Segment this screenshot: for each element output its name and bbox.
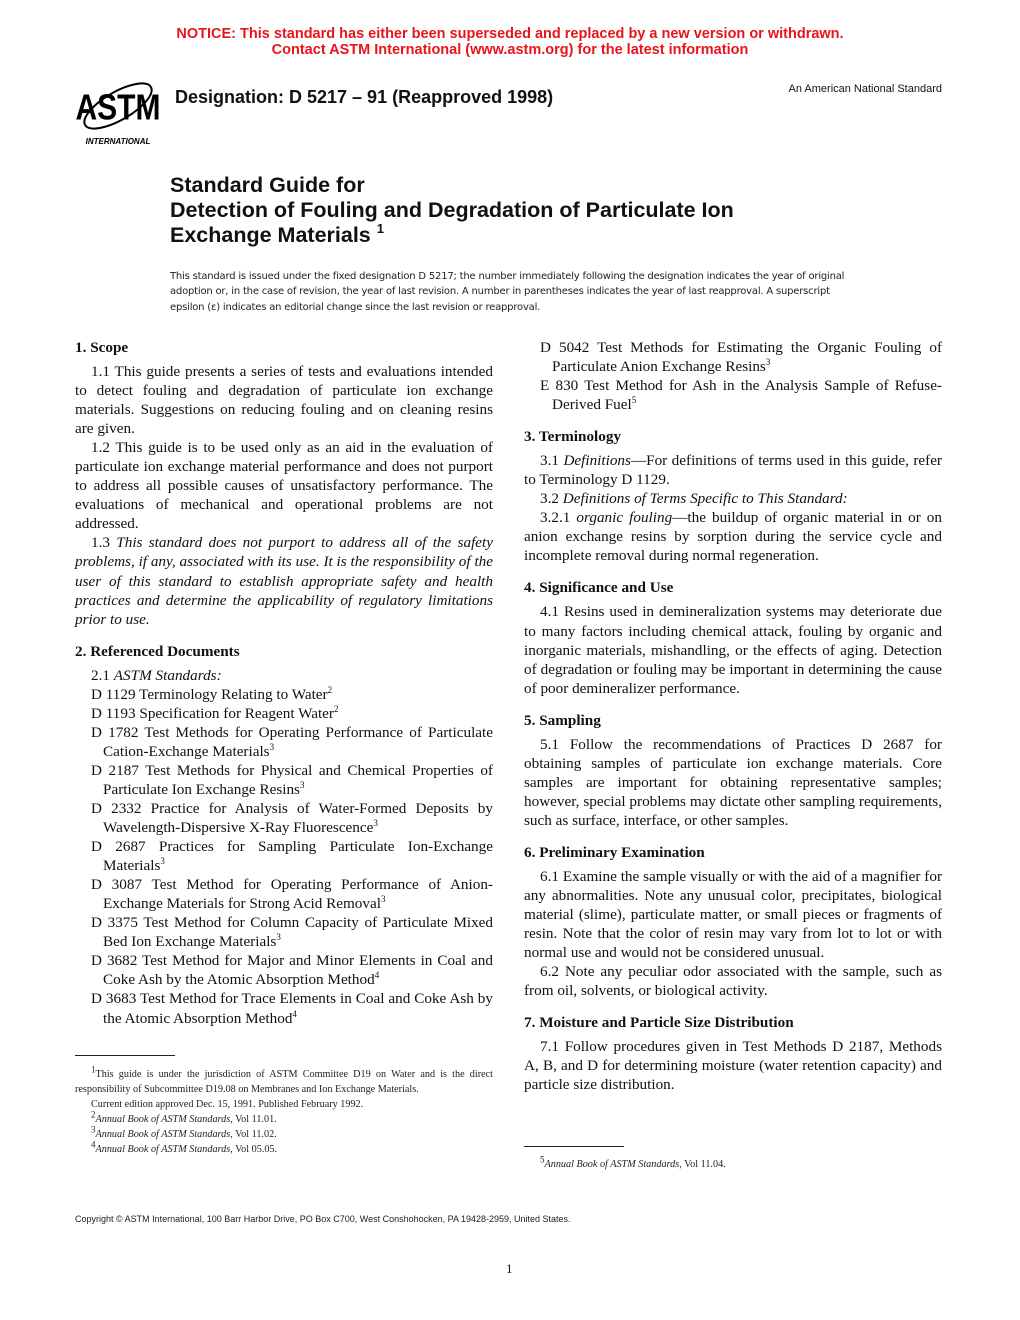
footnote-mark: 2: [91, 1109, 96, 1120]
footnote-mark: 3: [269, 741, 275, 752]
footnote-mark: 3: [91, 1124, 96, 1135]
reference-item: [75, 704, 493, 723]
title-line-2: Detection of Fouling and Degradation of Particulate Ion: [170, 198, 734, 222]
reference-item: [75, 951, 493, 989]
footnote-mark: 3: [765, 356, 771, 367]
document-title: [170, 173, 734, 248]
reference-item: [75, 761, 493, 799]
title-line-3-text: Exchange Materials: [170, 223, 371, 247]
designation: Designation: D 5217 – 91 (Reapproved 1998): [175, 87, 554, 107]
section-heading: 1. Scope: [75, 339, 129, 356]
paragraph: [524, 451, 942, 489]
footnote: Current edition approved Dec. 15, 1991. Published February 1992.: [91, 1099, 364, 1110]
paragraph: 4.1 Resins used in demineralization systems may deteriorate due to many factors including chemical attack, fouling by organic and inorganic materials, mishandling, or the effects of aging. Detection of degradation or fouling may be important in determining the cause of poor demineralizer performance.: [524, 603, 942, 697]
footnote-text: , Vol 05.05.: [230, 1144, 278, 1155]
book-title: Annual Book of ASTM Standards: [95, 1129, 231, 1140]
reference-text: D 1782 Test Methods for Operating Performance of Particulate Cation-Exchange Materials: [91, 723, 493, 760]
footnote: [524, 1154, 942, 1172]
section-heading: 3. Terminology: [524, 428, 622, 446]
withdrawal-notice: [0, 26, 1020, 58]
reference-text: E 830 Test Method for Ash in the Analysis Sample of Refuse-Derived Fuel: [540, 377, 942, 414]
title-line-3: [170, 223, 734, 248]
footnote-mark: 1: [376, 221, 384, 236]
copyright: Copyright © ASTM International, 100 Barr Harbor Drive, PO Box C700, West Conshohocken, PA 19428-2959, United States.: [75, 1214, 571, 1224]
subheading: ASTM Standards:: [113, 666, 222, 684]
svg-text:ASTM: ASTM: [76, 88, 160, 129]
footnote-mark: 3: [380, 894, 386, 905]
footnote-mark: 5: [540, 1154, 545, 1165]
reference-text: D 2687 Practices for Sampling Particulate Ion-Exchange Materials: [91, 838, 493, 875]
paragraph: 7.1 Follow procedures given in Test Methods D 2187, Methods A, B, and D for determining moisture (water retention capacity) and particle size distribution.: [524, 1038, 942, 1094]
footnote-mark: 3: [373, 817, 378, 828]
reference-item: [524, 338, 942, 376]
paragraph: [75, 533, 493, 628]
footnote-mark: 4: [374, 970, 380, 981]
footnote: [75, 1064, 493, 1097]
footnote-mark: 2: [327, 684, 333, 695]
right-column: [524, 338, 942, 1094]
section-heading: 5. Sampling: [524, 711, 601, 729]
page-number: 1: [506, 1261, 513, 1276]
footnote-text: This guide is under the jurisdiction of ASTM Committee D19 on Water and is the direct responsibility of Subcommittee D19.08 on Membranes and Ion Exchange Materials.: [75, 1069, 493, 1095]
notice-line-2: Contact ASTM International (www.astm.org) for the latest information: [271, 42, 749, 58]
footnote-mark: 4: [292, 1008, 297, 1019]
footnote-text: , Vol 11.02.: [230, 1129, 277, 1140]
footnote-mark: 2: [333, 703, 339, 714]
section-heading: 4. Significance and Use: [524, 579, 674, 597]
title-line-1: Standard Guide for: [170, 173, 365, 197]
intro-note: This standard is issued under the fixed designation D 5217; the number immediately following the designation indicates the year of original adoption or, in the case of revision, the year of last revision. A number in parentheses indicates the year of last reapproval. A superscript epsilon (ε) indicates an editorial change since the last revision or reapproval.: [170, 271, 845, 313]
footnotes-left: [75, 1064, 493, 1157]
reference-item: [524, 376, 942, 414]
paragraph: [524, 489, 942, 508]
footnote-text: , Vol 11.04.: [679, 1159, 726, 1170]
definition: —the buildup of organic material in or on anion exchange resins by sorption during the service cycle and incomplete removal during normal regeneration.: [524, 509, 942, 565]
footnote-mark: 3: [160, 856, 165, 867]
reference-item: [75, 723, 493, 761]
footnote: [75, 1139, 493, 1157]
left-column: [75, 338, 493, 1028]
paragraph: [524, 508, 942, 565]
paragraph: 1.2 This guide is to be used only as an aid in the evaluation of particulate ion exchange material performance and does not purport to address all possible causes of unsatisfactory performance. The evaluations of mechanical and operational problems are not addressed.: [75, 439, 493, 533]
paragraph: [75, 666, 493, 685]
american-national-standard: An American National Standard: [788, 83, 942, 95]
reference-text: D 3682 Test Method for Major and Minor Elements in Coal and Coke Ash by the Atomic Absorption Method: [91, 952, 493, 989]
term: organic fouling: [576, 509, 673, 527]
svg-text:INTERNATIONAL: INTERNATIONAL: [85, 137, 151, 146]
reference-text: D 3375 Test Method for Column Capacity of Particulate Mixed Bed Ion Exchange Materials: [91, 914, 493, 951]
reference-text: D 1193 Specification for Reagent Water: [91, 704, 334, 722]
section-heading: 7. Moisture and Particle Size Distribution: [524, 1014, 794, 1032]
section-heading: 2. Referenced Documents: [75, 642, 240, 660]
caveat-text: This standard does not purport to address all of the safety problems, if any, associated with its use. It is the responsibility of the user of this standard to establish appropriate safety and health practices and determine the applicability of regulatory limitations prior to use.: [75, 534, 493, 628]
footnote: [75, 1124, 493, 1142]
reference-item: [75, 837, 493, 875]
reference-item: [75, 799, 493, 837]
paragraph-number: 1.3: [91, 534, 117, 552]
reference-item: [75, 875, 493, 913]
book-title: Annual Book of ASTM Standards: [544, 1159, 680, 1170]
footnote-rule: [75, 1055, 175, 1056]
footnote-rule: [524, 1146, 624, 1147]
reference-text: D 2187 Test Methods for Physical and Chemical Properties of Particulate Ion Exchange Resins: [91, 761, 493, 798]
footnote: [75, 1109, 493, 1127]
footnote-mark: 1: [91, 1064, 96, 1075]
reference-text: D 3087 Test Method for Operating Performance of Anion-Exchange Materials for Strong Acid Removal: [91, 876, 493, 913]
reference-item: [75, 685, 493, 704]
paragraph-number: 2.1: [91, 666, 114, 684]
footnote-mark: 3: [276, 932, 281, 943]
reference-text: D 3683 Test Method for Trace Elements in Coal and Coke Ash by the Atomic Absorption Method: [91, 990, 493, 1027]
paragraph-number: 3.1: [540, 452, 564, 470]
paragraph: 6.2 Note any peculiar odor associated with the sample, such as from oil, solvents, or biological activity.: [524, 963, 942, 1000]
paragraph: 1.1 This guide presents a series of tests and evaluations intended to detect fouling and degradation of particulate ion exchange materials. Suggestions on reducing fouling and on cleaning resins are given.: [75, 363, 493, 438]
paragraph-number: 3.2: [540, 490, 563, 508]
term: Definitions of Terms Specific to This Standard:: [562, 490, 848, 508]
book-title: Annual Book of ASTM Standards: [95, 1114, 231, 1125]
definition: —For definitions of terms used in this guide, refer to Terminology D 1129.: [524, 452, 942, 489]
paragraph: 6.1 Examine the sample visually or with the aid of a magnifier for any abnormalities. Note any unusual color, precipitates, biological material (slime), particulate matter, or small pieces or fragments of resin. Note that the color of resin may vary from lot to lot or with normal use and would not be considered unusual.: [524, 867, 942, 962]
reference-text: D 1129 Terminology Relating to Water: [91, 685, 328, 703]
reference-item: [75, 913, 493, 951]
reference-text: D 2332 Practice for Analysis of Water-Formed Deposits by Wavelength-Dispersive X-Ray Fluorescence: [91, 799, 493, 837]
paragraph-number: 3.2.1: [540, 509, 577, 527]
footnote-mark: 5: [631, 395, 637, 406]
term: Definitions: [563, 452, 631, 470]
footnotes-right: [524, 1154, 942, 1172]
section-heading: 6. Preliminary Examination: [524, 843, 705, 861]
footnote-text: , Vol 11.01.: [230, 1114, 277, 1125]
footnote-mark: 3: [299, 779, 305, 790]
footnote-mark: 4: [91, 1139, 96, 1150]
notice-line-1: NOTICE: This standard has either been superseded and replaced by a new version or withdrawn.: [176, 26, 844, 42]
astm-logo: [76, 74, 160, 148]
book-title: Annual Book of ASTM Standards: [95, 1144, 231, 1155]
reference-text: D 5042 Test Methods for Estimating the Organic Fouling of Particulate Anion Exchange Resins: [540, 339, 942, 376]
paragraph: 5.1 Follow the recommendations of Practices D 2687 for obtaining samples of particulate ion exchange materials. Core samples are important for obtaining representative samples; however, special problems may dictate other sampling requirements, such as surface, interface, or other samples.: [524, 735, 942, 829]
reference-item: [75, 989, 493, 1027]
